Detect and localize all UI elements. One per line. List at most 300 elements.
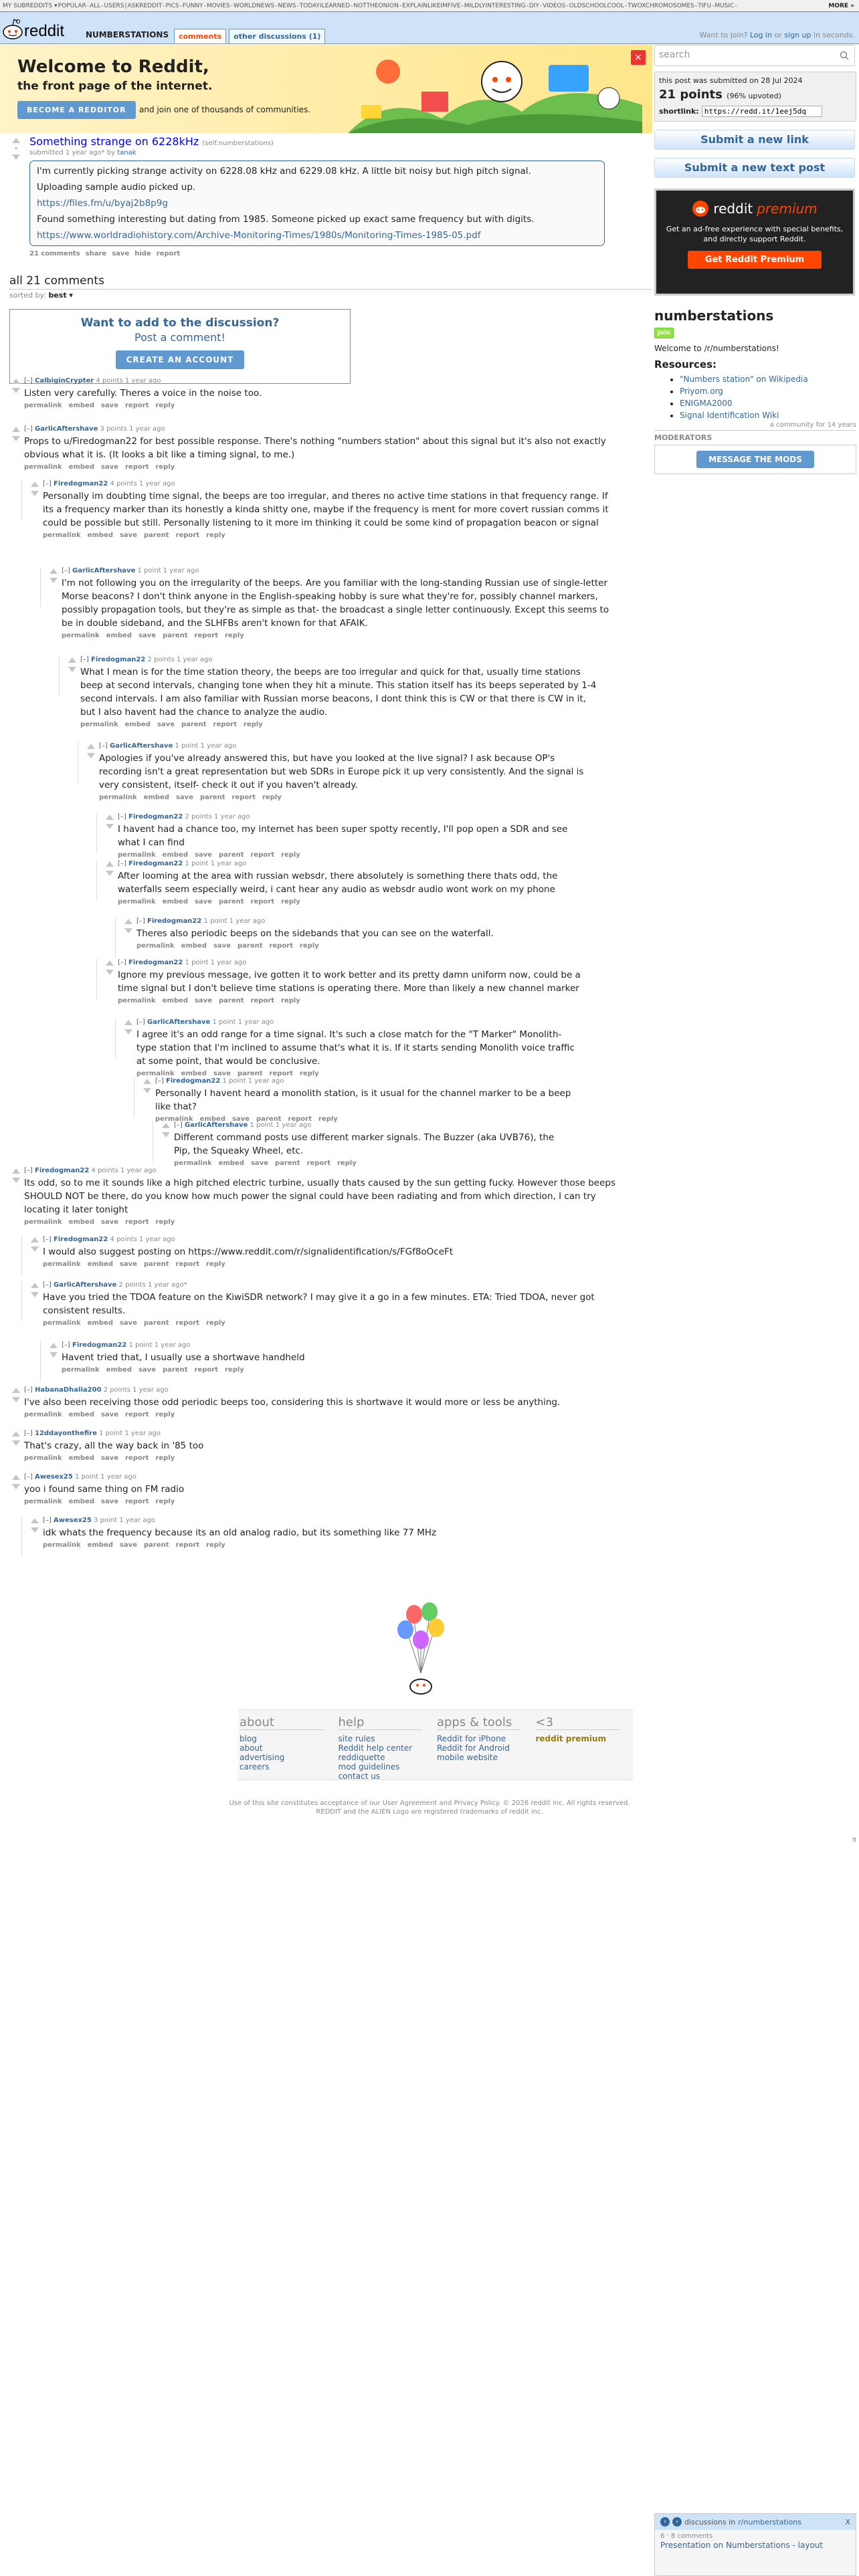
- comment-author[interactable]: CalbiginCrypter: [34, 377, 94, 385]
- header: [0, 12, 859, 44]
- collapse-toggle[interactable]: [–]: [24, 1473, 35, 1481]
- comment-report-button[interactable]: report: [231, 794, 256, 801]
- comment-reply-button[interactable]: reply: [206, 1541, 225, 1549]
- collapse-toggle[interactable]: [–]: [24, 377, 35, 385]
- search-icon[interactable]: [840, 51, 849, 60]
- comment-permalink-button[interactable]: permalink: [24, 1455, 62, 1462]
- search-placeholder: search: [659, 49, 690, 60]
- comment-report-button[interactable]: report: [175, 1261, 199, 1268]
- legal-line-1: Use of this site constitutes acceptance of our User Agreement and Privacy Policy. © 2026 reddit inc. All rights reserved.: [229, 1800, 630, 1807]
- comment-reply-button[interactable]: reply: [155, 1498, 175, 1505]
- comment-embed-button[interactable]: embed: [181, 942, 207, 950]
- comment-save-button[interactable]: save: [100, 1218, 118, 1226]
- comment-author[interactable]: 12ddayonthefire: [34, 1430, 97, 1437]
- comment-reply-button[interactable]: reply: [281, 997, 300, 1004]
- comment: [12, 425, 628, 471]
- footer-link[interactable]: mod guidelines: [338, 1762, 400, 1772]
- comment-save-button[interactable]: save: [100, 463, 118, 471]
- thread-line: [96, 860, 97, 900]
- comment-embed-button[interactable]: embed: [68, 402, 94, 409]
- comment-embed-button[interactable]: embed: [68, 1498, 94, 1505]
- subreddit-title[interactable]: numberstations: [654, 308, 774, 324]
- hide-button[interactable]: hide: [134, 250, 151, 257]
- comment-parent-button[interactable]: parent: [144, 1319, 169, 1327]
- comment-text: idk whats the frequency because its an old analog radio, but its something like 77 MHz: [43, 1527, 437, 1538]
- comment-permalink-button[interactable]: permalink: [62, 632, 100, 639]
- comment-parent-button[interactable]: parent: [237, 942, 263, 950]
- upvote-arrow-icon[interactable]: [106, 815, 114, 820]
- footer-link[interactable]: advertising: [240, 1753, 285, 1762]
- footer-link[interactable]: Reddit for Android: [437, 1743, 510, 1753]
- comment-reply-button[interactable]: reply: [225, 632, 244, 639]
- collapse-toggle[interactable]: [–]: [43, 480, 54, 488]
- footer-link[interactable]: contact us: [338, 1772, 381, 1781]
- comment-parent-button[interactable]: parent: [256, 1115, 282, 1123]
- post-title[interactable]: Something strange on 6228kHz: [29, 135, 199, 148]
- comment-permalink-button[interactable]: permalink: [136, 942, 175, 950]
- upvote-arrow-icon[interactable]: [31, 481, 39, 487]
- downvote-arrow-icon[interactable]: [31, 1292, 39, 1297]
- comment-embed-button[interactable]: embed: [218, 1160, 244, 1167]
- downvote-arrow-icon[interactable]: [12, 1178, 20, 1183]
- collapse-toggle[interactable]: [–]: [155, 1077, 166, 1085]
- comment-reply-button[interactable]: reply: [281, 898, 300, 905]
- footer-link[interactable]: blog: [240, 1734, 257, 1743]
- comment-permalink-button[interactable]: permalink: [118, 898, 156, 905]
- comment-permalink-button[interactable]: permalink: [136, 1070, 175, 1077]
- subreddit-bar-item[interactable]: VIDEOS: [543, 3, 566, 9]
- prev-arrow-icon[interactable]: ‹: [660, 2517, 670, 2527]
- comments-count-link[interactable]: 21 comments: [29, 250, 80, 257]
- subreddit-bar-item[interactable]: TWOXCHROMOSOMES: [628, 3, 694, 9]
- comment-embed-button[interactable]: embed: [68, 1411, 94, 1418]
- comment-author[interactable]: Awesex25: [53, 1517, 92, 1524]
- comment-report-button[interactable]: report: [250, 997, 274, 1004]
- more-subreddits-link[interactable]: MORE »: [824, 0, 858, 12]
- comment-report-button[interactable]: report: [175, 1319, 199, 1327]
- comment-save-button[interactable]: save: [138, 632, 156, 639]
- collapse-toggle[interactable]: [–]: [118, 813, 128, 821]
- comment-permalink-button[interactable]: permalink: [62, 1366, 100, 1374]
- comment-save-button[interactable]: save: [119, 532, 137, 539]
- upvote-arrow-icon[interactable]: [50, 1343, 58, 1348]
- downvote-arrow-icon[interactable]: [12, 1397, 20, 1402]
- get-premium-button[interactable]: Get Reddit Premium: [688, 251, 822, 269]
- comment-embed-button[interactable]: embed: [162, 898, 188, 905]
- subreddit-bar-item[interactable]: ASKREDDIT: [127, 3, 163, 9]
- subreddit-bar-item[interactable]: USERS: [104, 3, 124, 9]
- upvote-arrow-icon[interactable]: [12, 1168, 20, 1174]
- comment-author[interactable]: Firedogman22: [165, 1077, 221, 1085]
- subreddit-bar-item[interactable]: WORLDNEWS: [233, 3, 275, 9]
- comment-embed-button[interactable]: embed: [162, 997, 188, 1004]
- comment: [31, 480, 619, 539]
- comment-parent-button[interactable]: parent: [144, 532, 169, 539]
- comment-author[interactable]: GarlicAftershave: [34, 425, 98, 433]
- comment-meta: 1 point 1 year ago: [185, 860, 247, 867]
- comment-report-button[interactable]: report: [125, 463, 149, 471]
- comment-save-button[interactable]: save: [250, 1160, 268, 1167]
- collapse-toggle[interactable]: [–]: [118, 860, 128, 867]
- comment-author[interactable]: Firedogman22: [72, 1341, 127, 1349]
- post-comment-link[interactable]: Post a comment!: [134, 331, 225, 344]
- comment-parent-button[interactable]: parent: [144, 1261, 169, 1268]
- subreddit-bar-item[interactable]: DIY: [529, 3, 539, 9]
- upvote-arrow-icon[interactable]: [12, 1475, 20, 1480]
- subreddit-bar-item: |: [124, 3, 127, 9]
- comment-reply-button[interactable]: reply: [206, 532, 225, 539]
- comment-reply-button[interactable]: reply: [244, 721, 263, 728]
- footer-link[interactable]: careers: [240, 1762, 270, 1772]
- comment-embed-button[interactable]: embed: [181, 1070, 207, 1077]
- comment-parent-button[interactable]: parent: [200, 794, 225, 801]
- collapse-toggle[interactable]: [–]: [43, 1236, 54, 1243]
- collapse-toggle[interactable]: [–]: [80, 656, 91, 663]
- upvote-arrow-icon[interactable]: [12, 1388, 20, 1393]
- comment-parent-button[interactable]: parent: [219, 851, 244, 859]
- signup-link[interactable]: sign up: [784, 31, 812, 39]
- create-account-button[interactable]: CREATE AN ACCOUNT: [116, 350, 245, 369]
- comment-save-button[interactable]: save: [100, 402, 118, 409]
- comment-save-button[interactable]: save: [194, 997, 212, 1004]
- upvote-arrow-icon[interactable]: [12, 427, 20, 432]
- subreddit-bar-item[interactable]: MOVIES: [206, 3, 230, 9]
- downvote-arrow-icon[interactable]: [12, 436, 20, 441]
- comment-reply-button[interactable]: reply: [155, 463, 175, 471]
- upvote-arrow-icon[interactable]: [12, 138, 20, 143]
- post-author[interactable]: tanak: [117, 149, 136, 156]
- subreddit-bar-item[interactable]: EXPLAINLIKEIMFIVE: [402, 3, 461, 9]
- comment-embed-button[interactable]: embed: [199, 1115, 225, 1123]
- subreddit-bar-item[interactable]: PICS: [165, 3, 179, 9]
- downvote-arrow-icon[interactable]: [162, 1132, 170, 1138]
- upvote-arrow-icon[interactable]: [143, 1079, 151, 1084]
- collapse-toggle[interactable]: [–]: [136, 918, 147, 925]
- comment-report-button[interactable]: report: [125, 1411, 149, 1418]
- comment-embed-button[interactable]: embed: [68, 1218, 94, 1226]
- comment-author[interactable]: Firedogman22: [90, 656, 146, 663]
- comment-permalink-button[interactable]: permalink: [118, 997, 156, 1004]
- comment-author[interactable]: Firedogman22: [53, 480, 108, 488]
- comment-embed-button[interactable]: embed: [87, 1319, 113, 1327]
- comment-report-button[interactable]: report: [269, 1070, 293, 1077]
- comment-permalink-button[interactable]: permalink: [24, 1411, 62, 1418]
- comment-report-button[interactable]: report: [306, 1160, 330, 1167]
- footer-link[interactable]: about: [240, 1743, 263, 1753]
- comment-permalink-button[interactable]: permalink: [43, 1261, 81, 1268]
- comment-save-button[interactable]: save: [194, 898, 212, 905]
- resource-priyom-link[interactable]: Priyom.org: [680, 387, 723, 396]
- collapse-toggle[interactable]: [–]: [43, 1517, 54, 1524]
- submit-text-button[interactable]: Submit a new text post: [654, 158, 855, 178]
- comment-parent-button[interactable]: parent: [219, 898, 244, 905]
- comment-author[interactable]: Firedogman22: [147, 918, 202, 925]
- comment-body: [62, 567, 611, 639]
- subreddit-bar-item[interactable]: ALL: [90, 3, 101, 9]
- comment-body: [118, 959, 587, 1004]
- comment-report-button[interactable]: report: [250, 851, 274, 859]
- resource-wikipedia-link[interactable]: "Numbers station" on Wikipedia: [680, 374, 808, 384]
- comment-report-button[interactable]: report: [213, 721, 237, 728]
- comment-report-button[interactable]: report: [250, 898, 274, 905]
- shortlink-field[interactable]: [702, 106, 822, 117]
- resource-enigma-link[interactable]: ENIGMA2000: [680, 399, 733, 408]
- save-button[interactable]: save: [112, 250, 130, 257]
- upvote-arrow-icon[interactable]: [50, 568, 58, 574]
- comment-embed-button[interactable]: embed: [106, 1366, 132, 1374]
- comment-reply-button[interactable]: reply: [225, 1366, 244, 1374]
- comment-reply-button[interactable]: reply: [155, 1218, 175, 1226]
- comment-author[interactable]: Firedogman22: [53, 1236, 108, 1243]
- comment-body: [24, 1430, 628, 1462]
- footer-link[interactable]: reddit premium: [535, 1734, 607, 1743]
- downvote-arrow-icon[interactable]: [143, 1088, 151, 1093]
- become-redditor-button[interactable]: BECOME A REDDITOR: [17, 101, 136, 119]
- subreddit-bar-item[interactable]: MUSIC: [714, 3, 735, 9]
- comment-report-button[interactable]: report: [125, 1498, 149, 1505]
- discussions-subreddit-link[interactable]: r/numberstations: [738, 2517, 802, 2527]
- upvote-arrow-icon[interactable]: [68, 657, 76, 663]
- collapse-toggle[interactable]: [–]: [99, 742, 110, 750]
- comment-report-button[interactable]: report: [175, 532, 199, 539]
- sort-dropdown[interactable]: best ▾: [48, 291, 73, 300]
- comment-embed-button[interactable]: embed: [162, 851, 188, 859]
- upvote-arrow-icon[interactable]: [31, 1283, 39, 1288]
- comment-reply-button[interactable]: reply: [281, 851, 300, 859]
- downvote-arrow-icon[interactable]: [124, 1029, 132, 1035]
- comment-author[interactable]: Awesex25: [34, 1473, 73, 1481]
- collapse-toggle[interactable]: [–]: [62, 567, 72, 574]
- comment-parent-button[interactable]: parent: [181, 721, 207, 728]
- comment-parent-button[interactable]: parent: [144, 1541, 169, 1549]
- comment-save-button[interactable]: save: [157, 721, 175, 728]
- comment-embed-button[interactable]: embed: [87, 1261, 113, 1268]
- comment-permalink-button[interactable]: permalink: [24, 1218, 62, 1226]
- comment-save-button[interactable]: save: [231, 1115, 250, 1123]
- comment-reply-button[interactable]: reply: [206, 1261, 225, 1268]
- comment-permalink-button[interactable]: permalink: [80, 721, 118, 728]
- join-button[interactable]: join: [654, 328, 674, 338]
- comment-reply-button[interactable]: reply: [262, 794, 282, 801]
- comment-save-button[interactable]: save: [119, 1319, 137, 1327]
- comment-permalink-button[interactable]: permalink: [118, 851, 156, 859]
- comment-save-button[interactable]: save: [194, 851, 212, 859]
- comment-permalink-button[interactable]: permalink: [174, 1160, 212, 1167]
- search-input[interactable]: [654, 45, 855, 66]
- collapse-toggle[interactable]: [–]: [62, 1341, 72, 1349]
- collapse-toggle[interactable]: [–]: [136, 1018, 147, 1026]
- subreddit-bar-item[interactable]: MY SUBREDDITS ▾: [3, 3, 58, 9]
- subreddit-bar-item[interactable]: TODAYILEARNED: [299, 3, 351, 9]
- comment-report-button[interactable]: report: [175, 1541, 199, 1549]
- comment-save-button[interactable]: save: [213, 942, 231, 950]
- comment-meta: 4 points 1 year ago: [110, 1236, 175, 1243]
- comment-permalink-button[interactable]: permalink: [24, 463, 62, 471]
- comment-report-button[interactable]: report: [194, 1366, 218, 1374]
- comment-reply-button[interactable]: reply: [300, 1070, 319, 1077]
- comment-reply-button[interactable]: reply: [155, 402, 175, 409]
- comment-embed-button[interactable]: embed: [68, 1455, 94, 1462]
- subreddit-bar-items[interactable]: [3, 3, 738, 9]
- downvote-arrow-icon[interactable]: [12, 388, 20, 393]
- share-button[interactable]: share: [85, 250, 107, 257]
- comment-author[interactable]: Firedogman22: [128, 813, 183, 821]
- comment-save-button[interactable]: save: [100, 1411, 118, 1418]
- comment-save-button[interactable]: save: [119, 1261, 137, 1268]
- subreddit-name[interactable]: NUMBERSTATIONS: [86, 30, 169, 39]
- collapse-toggle[interactable]: [–]: [24, 1167, 35, 1174]
- comment-parent-button[interactable]: parent: [219, 997, 244, 1004]
- subreddit-bar-item[interactable]: POPULAR: [58, 3, 86, 9]
- comment-permalink-button[interactable]: permalink: [43, 1541, 81, 1549]
- collapse-toggle[interactable]: [–]: [24, 1430, 35, 1437]
- post-domain[interactable]: (self.numberstations): [202, 140, 274, 147]
- comment-reply-button[interactable]: reply: [300, 942, 319, 950]
- comment-author[interactable]: Firedogman22: [128, 959, 183, 966]
- upvote-arrow-icon[interactable]: [31, 1237, 39, 1243]
- comment-parent-button[interactable]: parent: [163, 632, 188, 639]
- comment-meta: 1 point 1 year ago: [75, 1473, 136, 1481]
- submit-link-button[interactable]: Submit a new link: [654, 130, 855, 150]
- comment-save-button[interactable]: save: [100, 1498, 118, 1505]
- collapse-toggle[interactable]: [–]: [24, 1386, 35, 1394]
- upvote-arrow-icon[interactable]: [106, 861, 114, 867]
- comment-report-button[interactable]: report: [125, 402, 149, 409]
- comment-permalink-button[interactable]: permalink: [99, 794, 137, 801]
- downvote-arrow-icon[interactable]: [12, 1484, 20, 1489]
- pi-link[interactable]: π: [852, 1836, 856, 1844]
- comment-reply-button[interactable]: reply: [206, 1319, 225, 1327]
- footer-link[interactable]: Reddit for iPhone: [437, 1734, 506, 1743]
- comment-author[interactable]: Firedogman22: [34, 1167, 90, 1174]
- downvote-arrow-icon[interactable]: [12, 1440, 20, 1446]
- comment-permalink-button[interactable]: permalink: [43, 532, 81, 539]
- comment-permalink-button[interactable]: permalink: [24, 402, 62, 409]
- collapse-toggle[interactable]: [–]: [174, 1121, 185, 1129]
- upvote-arrow-icon[interactable]: [12, 1431, 20, 1436]
- downvote-arrow-icon[interactable]: [31, 1527, 39, 1533]
- comment-save-button[interactable]: save: [138, 1366, 156, 1374]
- upvote-arrow-icon[interactable]: [31, 1518, 39, 1523]
- comment-permalink-button[interactable]: permalink: [155, 1115, 193, 1123]
- tab-other-discussions[interactable]: other discussions (1): [229, 29, 325, 43]
- comment-parent-button[interactable]: parent: [163, 1366, 188, 1374]
- discussions-header: [655, 2514, 856, 2530]
- footer-link[interactable]: Reddit help center: [338, 1743, 413, 1753]
- comment-embed-button[interactable]: embed: [106, 632, 132, 639]
- comment-body: [43, 1236, 619, 1268]
- downvote-arrow-icon[interactable]: [106, 824, 114, 829]
- tab-comments[interactable]: comments: [174, 29, 226, 43]
- comment-report-button[interactable]: report: [125, 1455, 149, 1462]
- comment-author[interactable]: GarlicAftershave: [109, 742, 173, 750]
- subreddit-bar-item[interactable]: TIFU: [698, 3, 712, 9]
- subreddit-bar-item[interactable]: OLDSCHOOLCOOL: [569, 3, 625, 9]
- pdf-link[interactable]: https://www.worldradiohistory.com/Archive-Monitoring-Times/1980s/Monitoring-Times-1985-05.pdf: [37, 230, 481, 241]
- comment-embed-button[interactable]: embed: [87, 1541, 113, 1549]
- upvote-arrow-icon[interactable]: [106, 960, 114, 966]
- footer-link[interactable]: site rules: [338, 1734, 375, 1743]
- downvote-arrow-icon[interactable]: [106, 970, 114, 975]
- close-panel-button[interactable]: X: [845, 2517, 850, 2527]
- comment-author[interactable]: GarlicAftershave: [147, 1018, 211, 1026]
- comment-save-button[interactable]: save: [119, 1541, 137, 1549]
- comment-author[interactable]: Firedogman22: [128, 860, 183, 867]
- upvote-arrow-icon[interactable]: [124, 919, 132, 924]
- discussion-link[interactable]: Presentation on Numberstations - layout: [660, 2541, 824, 2550]
- comment-save-button[interactable]: save: [100, 1455, 118, 1462]
- comment-author[interactable]: GarlicAftershave: [184, 1121, 248, 1129]
- upvote-arrow-icon[interactable]: [12, 379, 20, 384]
- footer-link[interactable]: mobile website: [437, 1753, 498, 1762]
- downvote-arrow-icon[interactable]: [87, 753, 95, 758]
- downvote-arrow-icon[interactable]: [124, 928, 132, 934]
- downvote-arrow-icon[interactable]: [12, 154, 20, 160]
- comment-meta: 1 point 1 year ago: [137, 567, 199, 574]
- collapse-toggle[interactable]: [–]: [118, 959, 128, 966]
- message-mods-button[interactable]: MESSAGE THE MODS: [696, 451, 814, 468]
- subreddit-bar-item[interactable]: MILDLYINTERESTING: [464, 3, 526, 9]
- comment-author[interactable]: GarlicAftershave: [72, 567, 136, 574]
- audio-link[interactable]: https://files.fm/u/byaj2b8p9g: [37, 198, 168, 209]
- comment-embed-button[interactable]: embed: [143, 794, 169, 801]
- close-banner-button[interactable]: ×: [631, 50, 646, 65]
- subreddit-bar-item[interactable]: FUNNY: [182, 3, 203, 9]
- comment-reply-button[interactable]: reply: [155, 1411, 175, 1418]
- next-arrow-icon[interactable]: ›: [672, 2517, 682, 2527]
- comment-save-button[interactable]: save: [175, 794, 193, 801]
- downvote-arrow-icon[interactable]: [31, 1247, 39, 1252]
- comment-embed-button[interactable]: embed: [87, 532, 113, 539]
- footer-link[interactable]: reddiquette: [338, 1753, 385, 1762]
- report-button[interactable]: report: [156, 250, 181, 257]
- comment-header: [62, 1341, 611, 1349]
- comment-author[interactable]: HabanaDhalia200: [34, 1386, 102, 1394]
- comment-embed-button[interactable]: embed: [124, 721, 151, 728]
- reddit-logo[interactable]: [1, 16, 76, 40]
- comment-permalink-button[interactable]: permalink: [24, 1498, 62, 1505]
- login-link[interactable]: Log in: [749, 31, 773, 39]
- upvote-arrow-icon[interactable]: [87, 744, 95, 749]
- upvote-arrow-icon[interactable]: [124, 1020, 132, 1025]
- resource-sigid-link[interactable]: Signal Identification Wiki: [680, 411, 779, 420]
- comment-reply-button[interactable]: reply: [318, 1115, 338, 1123]
- comment-author[interactable]: GarlicAftershave: [53, 1281, 117, 1289]
- comment-report-button[interactable]: report: [125, 1218, 149, 1226]
- subreddit-bar-item: -: [275, 3, 278, 9]
- downvote-arrow-icon[interactable]: [50, 1352, 58, 1358]
- comment-report-button[interactable]: report: [269, 942, 293, 950]
- downvote-arrow-icon[interactable]: [68, 667, 76, 672]
- downvote-arrow-icon[interactable]: [31, 491, 39, 496]
- downvote-arrow-icon[interactable]: [50, 578, 58, 583]
- comment-reply-button[interactable]: reply: [337, 1160, 357, 1167]
- comment-report-button[interactable]: report: [288, 1115, 312, 1123]
- collapse-toggle[interactable]: [–]: [24, 425, 35, 433]
- comment-permalink-button[interactable]: permalink: [43, 1319, 81, 1327]
- comment-parent-button[interactable]: parent: [275, 1160, 300, 1167]
- upvote-arrow-icon[interactable]: [162, 1123, 170, 1128]
- subreddit-bar-item[interactable]: NEWS: [278, 3, 296, 9]
- comment-reply-button[interactable]: reply: [155, 1455, 175, 1462]
- downvote-arrow-icon[interactable]: [106, 871, 114, 876]
- subreddit-bar-item[interactable]: NOTTHEONION: [353, 3, 399, 9]
- comment-report-button[interactable]: report: [194, 632, 218, 639]
- collapse-toggle[interactable]: [–]: [43, 1281, 54, 1289]
- comment-embed-button[interactable]: embed: [68, 463, 94, 471]
- comment-save-button[interactable]: save: [213, 1070, 231, 1077]
- comment-parent-button[interactable]: parent: [237, 1070, 263, 1077]
